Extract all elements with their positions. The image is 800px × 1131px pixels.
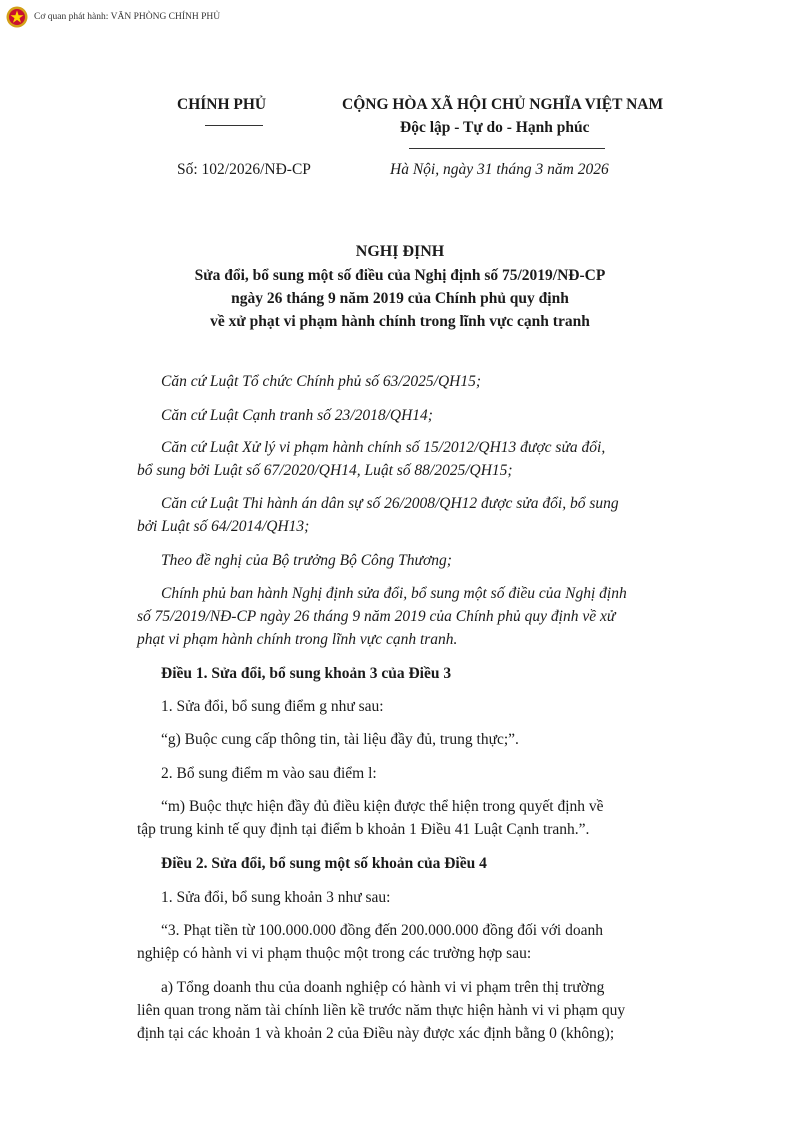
clause-text: “m) Buộc thực hiện đầy đủ điều kiện được thể hiện trong quyết định về [161, 798, 604, 815]
legal-basis: Căn cứ Luật Thi hành án dân sự số 26/2008/QH12 được sửa đổi, bổ sung [161, 495, 619, 512]
legal-basis: Theo đề nghị của Bộ trưởng Bộ Công Thương; [161, 552, 452, 569]
national-motto: Độc lập - Tự do - Hạnh phúc [400, 119, 590, 136]
clause-text: 1. Sửa đổi, bổ sung điểm g như sau: [161, 698, 384, 715]
document-type: NGHỊ ĐỊNH [355, 243, 445, 260]
legal-basis: Căn cứ Luật Cạnh tranh số 23/2018/QH14; [161, 407, 433, 424]
clause-text: 1. Sửa đổi, bổ sung khoản 3 như sau: [161, 889, 391, 906]
preamble: số 75/2019/NĐ-CP ngày 26 tháng 9 năm 2019 của Chính phủ quy định về xử [137, 608, 616, 625]
clause-text: liên quan trong năm tài chính liền kề trước năm thực hiện hành vi vi phạm quy [137, 1002, 626, 1019]
preamble: Chính phủ ban hành Nghị định sửa đổi, bổ sung một số điều của Nghị định [161, 585, 627, 602]
agency-underline [205, 125, 263, 126]
place-date: Hà Nội, ngày 31 tháng 3 năm 2026 [390, 161, 609, 178]
issuing-agency: CHÍNH PHỦ [177, 96, 267, 113]
clause-text: định tại các khoản 1 và khoản 2 của Điều này được xác định bằng 0 (không); [137, 1025, 615, 1042]
clause-text: “3. Phạt tiền từ 100.000.000 đồng đến 200.000.000 đồng đối với doanh [161, 922, 603, 939]
clause-text: 2. Bổ sung điểm m vào sau điểm l: [161, 765, 377, 782]
legal-basis: bổ sung bởi Luật số 67/2020/QH14, Luật số 88/2025/QH15; [137, 462, 513, 479]
legal-basis: bởi Luật số 64/2014/QH13; [137, 518, 310, 535]
issuer-bar [6, 6, 220, 28]
motto-underline [409, 148, 605, 149]
clause-text: “g) Buộc cung cấp thông tin, tài liệu đầy đủ, trung thực;”. [161, 731, 519, 748]
national-title: CỘNG HÒA XÃ HỘI CHỦ NGHĨA VIỆT NAM [342, 96, 664, 113]
clause-text: tập trung kinh tế quy định tại điểm b khoản 1 Điều 41 Luật Cạnh tranh.”. [137, 821, 590, 838]
clause-text: a) Tổng doanh thu của doanh nghiệp có hành vi vi phạm trên thị trường [161, 979, 605, 996]
article-heading: Điều 1. Sửa đổi, bổ sung khoản 3 của Điều 3 [161, 665, 452, 682]
legal-basis: Căn cứ Luật Xử lý vi phạm hành chính số 15/2012/QH13 được sửa đổi, [161, 439, 606, 456]
legal-basis: Căn cứ Luật Tổ chức Chính phủ số 63/2025/QH15; [161, 373, 482, 390]
clause-text: nghiệp có hành vi vi phạm thuộc một trong các trường hợp sau: [137, 945, 532, 962]
subtitle-line: ngày 26 tháng 9 năm 2019 của Chính phủ quy định [231, 290, 569, 307]
document-number: Số: 102/2026/NĐ-CP [177, 161, 311, 178]
issuer-label: Cơ quan phát hành: VĂN PHÒNG CHÍNH PHỦ [34, 12, 221, 22]
state-emblem-icon [6, 6, 28, 28]
article-heading: Điều 2. Sửa đổi, bổ sung một số khoản của Điều 4 [161, 855, 487, 872]
subtitle-line: về xử phạt vi phạm hành chính trong lĩnh vực cạnh tranh [210, 313, 590, 330]
preamble: phạt vi phạm hành chính trong lĩnh vực cạnh tranh. [137, 631, 458, 648]
subtitle-line: Sửa đổi, bổ sung một số điều của Nghị định số 75/2019/NĐ-CP [194, 267, 606, 284]
